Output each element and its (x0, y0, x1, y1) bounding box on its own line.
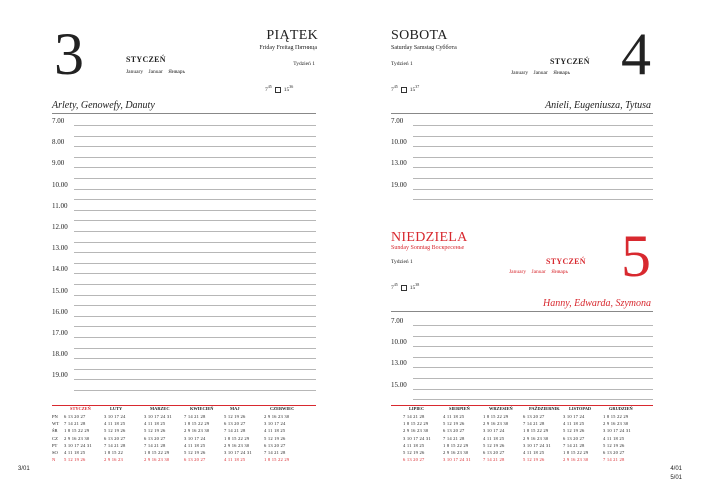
week-label: Tydzień 1 (293, 61, 315, 67)
week-row: 2 9 16 23 30 (264, 414, 290, 419)
week-row: 2 9 16 23 (104, 457, 124, 463)
name-days: Arlety, Genowefy, Danuty (52, 100, 155, 111)
mini-calendar (52, 405, 318, 467)
month-grid (64, 413, 92, 463)
week-row: 3 10 17 24 (563, 414, 585, 419)
week-row: 6 13 20 27 (523, 414, 545, 419)
hour-line (74, 210, 316, 211)
half-hour-line (413, 357, 653, 358)
half-hour-line (74, 263, 316, 264)
hour-label: 15.00 (52, 286, 68, 295)
week-row: 6 13 20 27 (403, 457, 425, 463)
hour-label: 14.00 (52, 265, 68, 274)
week-row: 1 8 15 22 (104, 449, 124, 455)
sun-times: $7^{45}15^{36}$ (265, 84, 294, 93)
week-row: 1 8 15 22 29 (523, 428, 549, 434)
week-row: 4 11 18 25 (403, 442, 425, 448)
half-hour-line (74, 305, 316, 306)
week-row: 4 11 18 25 (104, 421, 126, 427)
week-label: Tydzień 1 (391, 61, 413, 67)
hour-label: 10.00 (391, 138, 407, 147)
week-row: 7 14 21 28 (64, 421, 86, 427)
hour-line (413, 189, 653, 190)
week-row: 6 13 20 27 (184, 457, 206, 463)
week-row: 1 8 15 22 29 (483, 414, 509, 419)
hour-label: 13.00 (391, 359, 407, 368)
week-row: 7 14 21 28 (144, 442, 166, 448)
divider (391, 311, 653, 312)
month-header: KWIECIEŃ (190, 406, 214, 411)
week-row: 3 10 17 24 (483, 428, 505, 434)
divider (391, 113, 653, 114)
week-row: 5 12 19 26 (144, 428, 166, 434)
week-row: 7 14 21 28 (403, 414, 425, 419)
hour-line (413, 125, 653, 126)
hour-line (74, 125, 316, 126)
sunday-month-translations: January Januar Январь (509, 269, 569, 275)
week-row: 3 10 17 24 31 (64, 442, 92, 448)
week-row: 7 14 21 28 (603, 457, 625, 463)
half-hour-line (74, 348, 316, 349)
week-row: 7 14 21 28 (563, 442, 585, 448)
week-row: 2 9 16 23 30 (483, 421, 509, 427)
month-header: MAJ (230, 406, 240, 411)
week-row: 6 13 20 27 (104, 435, 126, 441)
hour-line (74, 273, 316, 274)
hour-line (413, 367, 653, 368)
weekday-label: ŚR (52, 428, 58, 434)
mini-calendar (391, 405, 657, 467)
sunday-month-name: STYCZEŃ (546, 257, 586, 266)
week-row: 5 12 19 26 (184, 449, 206, 455)
month-header: SIERPIEŃ (449, 406, 470, 411)
week-row: 3 10 17 24 31 (224, 449, 252, 455)
month-grid (264, 413, 289, 463)
week-row: 5 12 19 26 (224, 414, 246, 419)
divider (52, 113, 316, 114)
half-hour-line (74, 199, 316, 200)
name-days: Anieli, Eugeniusza, Tytusa (545, 100, 651, 111)
sun-icon (275, 87, 281, 93)
week-row: 3 10 17 24 31 (603, 428, 631, 434)
month-translations: January Januar Январь (511, 70, 571, 76)
sunday-day-name: NIEDZIELA (391, 230, 468, 245)
week-row: 3 10 17 24 31 (144, 414, 172, 419)
half-hour-line (74, 284, 316, 285)
month-name: STYCZEŃ (126, 55, 166, 64)
sun-icon (401, 285, 407, 291)
hour-line (74, 231, 316, 232)
half-hour-line (413, 178, 653, 179)
week-row: 6 13 20 27 (64, 414, 86, 419)
hour-line (74, 337, 316, 338)
month-grid (483, 413, 508, 463)
week-row: 5 12 19 26 (603, 442, 625, 448)
week-row: 6 13 20 27 (224, 421, 246, 427)
week-row: 5 12 19 26 (443, 421, 465, 427)
hour-line (74, 316, 316, 317)
month-grid (184, 413, 209, 463)
hour-line (74, 358, 316, 359)
hour-label: 10.00 (52, 180, 68, 189)
week-row: 5 12 19 26 (64, 457, 86, 463)
weekday-label: SO (52, 449, 58, 455)
weekday-label: WT (52, 421, 60, 427)
week-row: 5 12 19 26 (104, 428, 126, 434)
half-hour-line (74, 369, 316, 370)
week-row: 4 11 18 25 (523, 449, 545, 455)
week-row: 1 8 15 22 29 (64, 428, 90, 434)
week-row: 5 12 19 26 (403, 449, 425, 455)
hour-label: 7.00 (391, 317, 404, 325)
half-hour-line (74, 136, 316, 137)
week-row: 5 12 19 26 (483, 442, 505, 448)
week-row: 4 11 18 25 (483, 435, 505, 441)
hour-label: 11.00 (52, 201, 68, 210)
half-hour-line (413, 336, 653, 337)
month-header: WRZESIEŃ (489, 406, 513, 411)
month-grid (224, 413, 252, 463)
week-row: 1 8 15 22 29 (563, 449, 589, 455)
week-row: 1 8 15 22 29 (443, 442, 469, 448)
hour-label: 17.00 (52, 329, 68, 337)
day-name: SOBOTA (391, 28, 448, 43)
week-row: 7 14 21 28 (224, 428, 246, 434)
week-row: 6 13 20 27 (483, 449, 505, 455)
hour-label: 9.00 (52, 159, 65, 168)
sunday-sun-times: $7^{45}15^{38}$ (391, 282, 420, 291)
day-translations: Saturday Samstag Суббота (391, 45, 457, 51)
week-row: 6 13 20 27 (264, 442, 286, 448)
hour-line (413, 325, 653, 326)
week-row: 3 10 17 24 31 (403, 435, 431, 441)
hour-line (74, 379, 316, 380)
week-row: 1 8 15 22 29 (224, 435, 250, 441)
week-row: 3 10 17 24 (184, 435, 206, 441)
week-row: 2 9 16 23 30 (443, 449, 469, 455)
hour-label: 7.00 (391, 117, 404, 125)
hour-line (74, 189, 316, 190)
month-header: PAŹDZIERNIK (529, 406, 560, 411)
month-grid (443, 413, 471, 463)
sun-icon (401, 87, 407, 93)
month-grid (104, 413, 126, 463)
month-header: GRUDZIEŃ (609, 406, 633, 411)
half-hour-line (74, 220, 316, 221)
hour-label: 16.00 (52, 307, 68, 316)
hour-label: 13.00 (52, 244, 68, 253)
hour-label: 10.00 (391, 338, 407, 347)
week-row: 3 10 17 24 (264, 421, 286, 427)
month-translations: January Januar Январь (126, 69, 186, 75)
week-row: 5 12 19 26 (264, 435, 286, 441)
page-number: 4/01 (670, 466, 682, 472)
half-hour-line (413, 157, 653, 158)
half-hour-line (413, 199, 653, 200)
week-row: 7 14 21 28 (443, 435, 465, 441)
week-row: 1 8 15 22 29 (403, 421, 429, 427)
month-grid (523, 413, 551, 463)
month-grid (563, 413, 588, 463)
half-hour-line (74, 326, 316, 327)
month-header: MARZEC (150, 406, 170, 411)
day-number: 4 (621, 21, 651, 87)
hour-line (74, 167, 316, 168)
week-row: 1 8 15 22 29 (264, 457, 290, 463)
sunday-week-label: Tydzień 1 (391, 259, 413, 265)
page-number: 3/01 (18, 466, 30, 472)
month-header: LISTOPAD (569, 406, 592, 411)
sun-times: $7^{45}15^{37}$ (391, 84, 420, 93)
week-row: 2 9 16 23 30 (184, 428, 210, 434)
sunday-name-days: Hanny, Edwarda, Szymona (543, 298, 651, 309)
half-hour-line (413, 136, 653, 137)
week-row: 2 9 16 23 30 (563, 457, 589, 463)
half-hour-line (74, 178, 316, 179)
month-grid (403, 413, 431, 463)
week-row: 6 13 20 27 (443, 428, 465, 434)
week-row: 4 11 18 25 (264, 428, 286, 434)
hour-label: 12.00 (52, 223, 68, 231)
month-grid (144, 413, 172, 463)
week-row: 3 10 17 24 31 (523, 442, 551, 448)
week-row: 5 12 19 26 (563, 428, 585, 434)
right-page (355, 0, 710, 496)
hour-line (413, 389, 653, 390)
week-row: 7 14 21 28 (264, 449, 286, 455)
week-row: 6 13 20 27 (563, 435, 585, 441)
week-row: 2 9 16 23 30 (523, 435, 549, 441)
month-grid (603, 413, 631, 463)
week-row: 3 10 17 24 31 (443, 457, 471, 463)
week-row: 1 8 15 22 29 (184, 421, 210, 427)
hour-line (74, 146, 316, 147)
week-row: 6 13 20 27 (144, 435, 166, 441)
week-row: 4 11 18 25 (184, 442, 206, 448)
hour-label: 13.00 (391, 159, 407, 168)
hour-label: 18.00 (52, 350, 68, 359)
week-row: 2 9 16 23 30 (64, 435, 90, 441)
day-name: PIĄTEK (266, 28, 318, 43)
week-row: 4 11 18 25 (443, 414, 465, 419)
month-header: LUTY (110, 406, 123, 411)
hour-label: 19.00 (391, 180, 407, 189)
half-hour-line (413, 399, 653, 400)
week-row: 4 11 18 25 (64, 449, 86, 455)
week-row: 7 14 21 28 (523, 421, 545, 427)
page-number-2: 5/01 (670, 475, 682, 481)
week-row: 2 9 16 23 30 (403, 428, 429, 434)
weekday-label: CZ (52, 435, 58, 441)
week-row: 4 11 18 25 (144, 421, 166, 427)
week-row: 4 11 18 25 (563, 421, 585, 427)
weekday-labels (52, 413, 64, 463)
week-row: 5 12 19 26 (523, 457, 545, 463)
week-row: 2 9 16 23 30 (224, 442, 250, 448)
sunday-day-number: 5 (621, 223, 651, 289)
hour-label: 8.00 (52, 138, 65, 147)
half-hour-line (74, 242, 316, 243)
week-row: 3 10 17 24 (104, 414, 126, 419)
month-header: CZERWIEC (270, 406, 295, 411)
week-row: 4 11 18 25 (224, 457, 246, 463)
half-hour-line (413, 378, 653, 379)
weekday-label: PN (52, 414, 58, 419)
month-name: STYCZEŃ (550, 57, 590, 66)
half-hour-line (74, 157, 316, 158)
weekday-label: PT (52, 442, 58, 448)
month-header: LIPIEC (409, 406, 425, 411)
hour-line (413, 167, 653, 168)
day-translations: Friday Freitag Пятница (259, 45, 317, 51)
week-row: 2 9 16 23 30 (603, 421, 629, 427)
weekday-label: N (52, 457, 56, 463)
hour-label: 15.00 (391, 380, 407, 389)
hour-line (413, 346, 653, 347)
hour-line (74, 295, 316, 296)
hour-label: 7.00 (52, 117, 65, 125)
week-row: 1 8 15 22 29 (603, 414, 629, 419)
month-header: STYCZEŃ (70, 406, 91, 411)
week-row: 1 8 15 22 29 (144, 449, 170, 455)
week-row: 7 14 21 28 (483, 457, 505, 463)
week-row: 6 13 20 27 (603, 449, 625, 455)
week-row: 7 14 21 28 (104, 442, 126, 448)
week-row: 7 14 21 28 (184, 414, 206, 419)
hour-label: 19.00 (52, 371, 68, 380)
half-hour-line (74, 390, 316, 391)
sunday-day-translations: Sunday Sonntag Воскресенье (391, 245, 465, 251)
hour-line (413, 146, 653, 147)
week-row: 4 11 18 25 (603, 435, 625, 441)
hour-line (74, 252, 316, 253)
week-row: 2 9 16 23 30 (144, 457, 170, 463)
day-number: 3 (54, 21, 84, 87)
